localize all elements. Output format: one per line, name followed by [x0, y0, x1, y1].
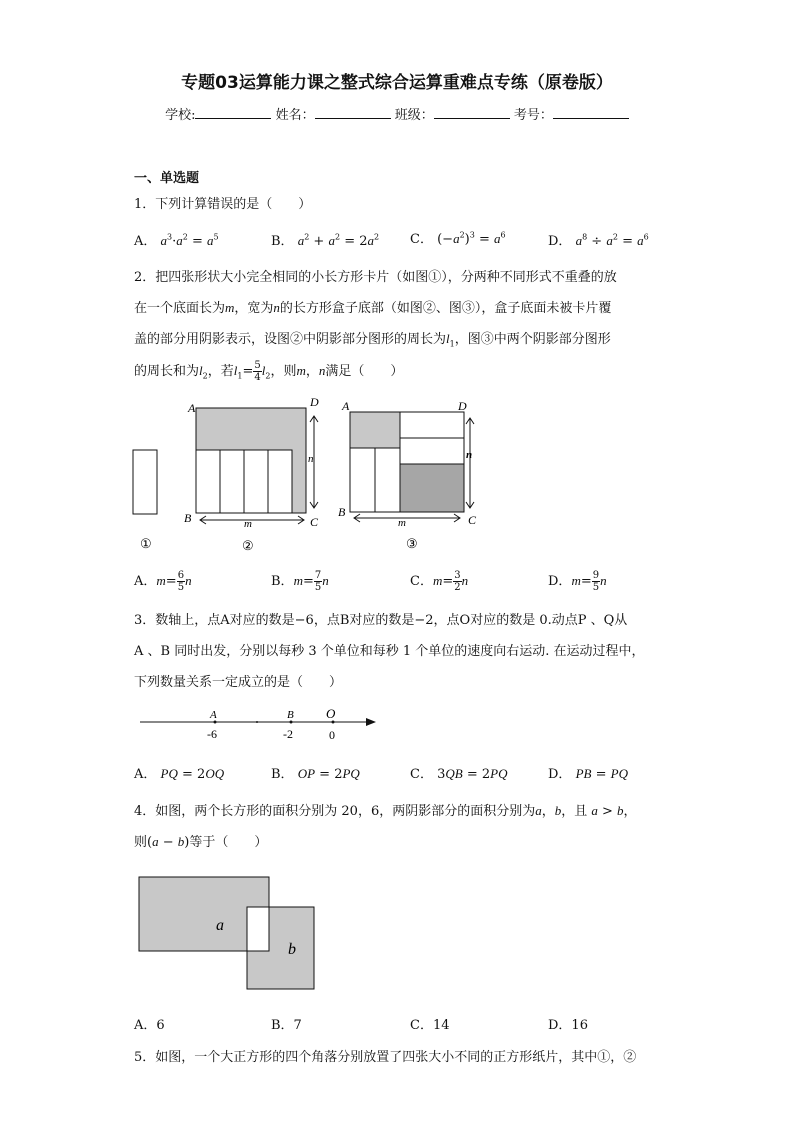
q2-line4: 的周长和为$l_2$，若$l_1=$ $\frac{5}{4}$ $l_2$，则m，n满足（ ）: [134, 360, 404, 383]
fig3-label-d: D: [458, 399, 467, 413]
q2-option-b[interactable]: B．m= $\frac{7}{5}$ n: [271, 570, 329, 593]
school-field[interactable]: [195, 106, 271, 119]
fig3-label-b: B: [338, 505, 346, 519]
fig2-label-a: A: [188, 401, 196, 415]
q1-option-a[interactable]: A． $a^3\cdot a^2 = a^5$: [134, 232, 219, 249]
q3-line1: 3．数轴上，点A对应的数是−6，点B对应的数是−2，点O对应的数是 0.动点P 、Q从: [134, 613, 628, 628]
q3-option-b[interactable]: B． OP = 2PQ: [271, 766, 360, 782]
axis-label-a: A: [210, 709, 217, 721]
q3-line2: A 、B 同时出发，分别以每秒 3 个单位和每秒 1 个单位的速度向右运动. 在运动过程中，: [134, 644, 645, 659]
q1-stem: 1．下列计算错误的是（ ）: [134, 197, 312, 212]
q2-option-d[interactable]: D．m= $\frac{9}{5}$ n: [548, 570, 607, 593]
svg-text:m: m: [398, 517, 406, 529]
q4-line1: 4．如图，两个长方形的面积分别为 20，6，两阴影部分的面积分别为a，b，且 a > b，: [134, 803, 637, 819]
q2-line3: 盖的部分用阴影表示，设图②中阴影部分图形的周长为$l_1$，图③中两个阴影部分图形: [134, 331, 611, 349]
fig3-shade-top: [350, 412, 400, 448]
axis-label-o: O: [326, 706, 336, 721]
svg-text:n: n: [308, 453, 314, 465]
fig2: [184, 396, 319, 530]
fig3-caption: ③: [406, 536, 418, 551]
student-info: [0, 104, 794, 123]
q4-option-d[interactable]: D．16: [548, 1018, 588, 1033]
q2-figures: [128, 396, 498, 556]
fig3-label-c: C: [468, 513, 477, 527]
q2-line2: 在一个底面长为m，宽为n的长方形盒子底部（如图②、图③），盒子底面未被卡片覆: [134, 300, 612, 316]
label-a: a: [216, 917, 224, 934]
q4-line2: 则(a − b)等于（ ）: [134, 834, 268, 850]
section-heading: 一、单选题: [134, 171, 200, 186]
fig2-shade-right: [292, 408, 306, 513]
q2-option-c[interactable]: C．m= $\frac{3}{2}$ n: [410, 570, 469, 593]
q1-option-b[interactable]: B． $a^2 + a^2 = 2a^2$: [271, 232, 380, 249]
overlap: [247, 907, 269, 951]
q3-option-d[interactable]: D． PB = PQ: [548, 766, 628, 782]
svg-text:m: m: [244, 518, 252, 530]
q4-figure: [136, 874, 321, 994]
number-line: [134, 704, 384, 744]
fig1-card: [133, 450, 157, 514]
q1-option-c[interactable]: C． $(-a^2)^3 = a^6$: [410, 230, 506, 247]
number-label: 考号：: [513, 108, 553, 123]
class-field[interactable]: [434, 106, 510, 119]
fig3-label-a: A: [342, 399, 350, 413]
axis-value-a: -6: [207, 727, 217, 741]
class-label: 班级：: [394, 108, 434, 123]
axis-value-o: 0: [329, 728, 335, 742]
fig2-label-d: D: [310, 396, 319, 409]
q3-option-c[interactable]: C． 3QB = 2PQ: [410, 766, 508, 782]
number-field[interactable]: [553, 106, 629, 119]
fig3: [338, 399, 477, 529]
page-title: 专题03运算能力课之整式综合运算重难点专练（原卷版）: [181, 73, 613, 93]
q2-option-a[interactable]: A．m= $\frac{6}{5}$ n: [134, 570, 192, 593]
fig1-caption: ①: [140, 536, 152, 551]
q1-option-d[interactable]: D． $a^8 \div a^2 = a^6$: [548, 232, 649, 249]
fig2-shade-top: [196, 408, 306, 450]
svg-text:n: n: [466, 449, 473, 461]
fig3-shade-bottom: [400, 464, 464, 512]
q4-option-b[interactable]: B．7: [271, 1018, 302, 1033]
axis-label-b: B: [287, 709, 294, 721]
fig2-label-c: C: [310, 515, 319, 529]
q5-line1: 5．如图，一个大正方形的四个角落分别放置了四张大小不同的正方形纸片，其中①，②: [134, 1050, 637, 1065]
fig2-label-b: B: [184, 511, 192, 525]
label-b: b: [288, 941, 296, 958]
school-label: 学校:: [165, 108, 196, 123]
q3-option-a[interactable]: A． PQ = 2OQ: [134, 766, 225, 782]
fig2-caption: ②: [242, 538, 254, 553]
axis-value-b: -2: [283, 727, 293, 741]
name-label: 姓名：: [275, 108, 315, 123]
q2-line1: 2．把四张形状大小完全相同的小长方形卡片（如图①），分两种不同形式不重叠的放: [134, 270, 617, 285]
q4-option-c[interactable]: C．14: [410, 1018, 450, 1033]
name-field[interactable]: [315, 106, 391, 119]
q4-option-a[interactable]: A．6: [134, 1018, 165, 1033]
q3-line3: 下列数量关系一定成立的是（ ）: [134, 675, 343, 690]
